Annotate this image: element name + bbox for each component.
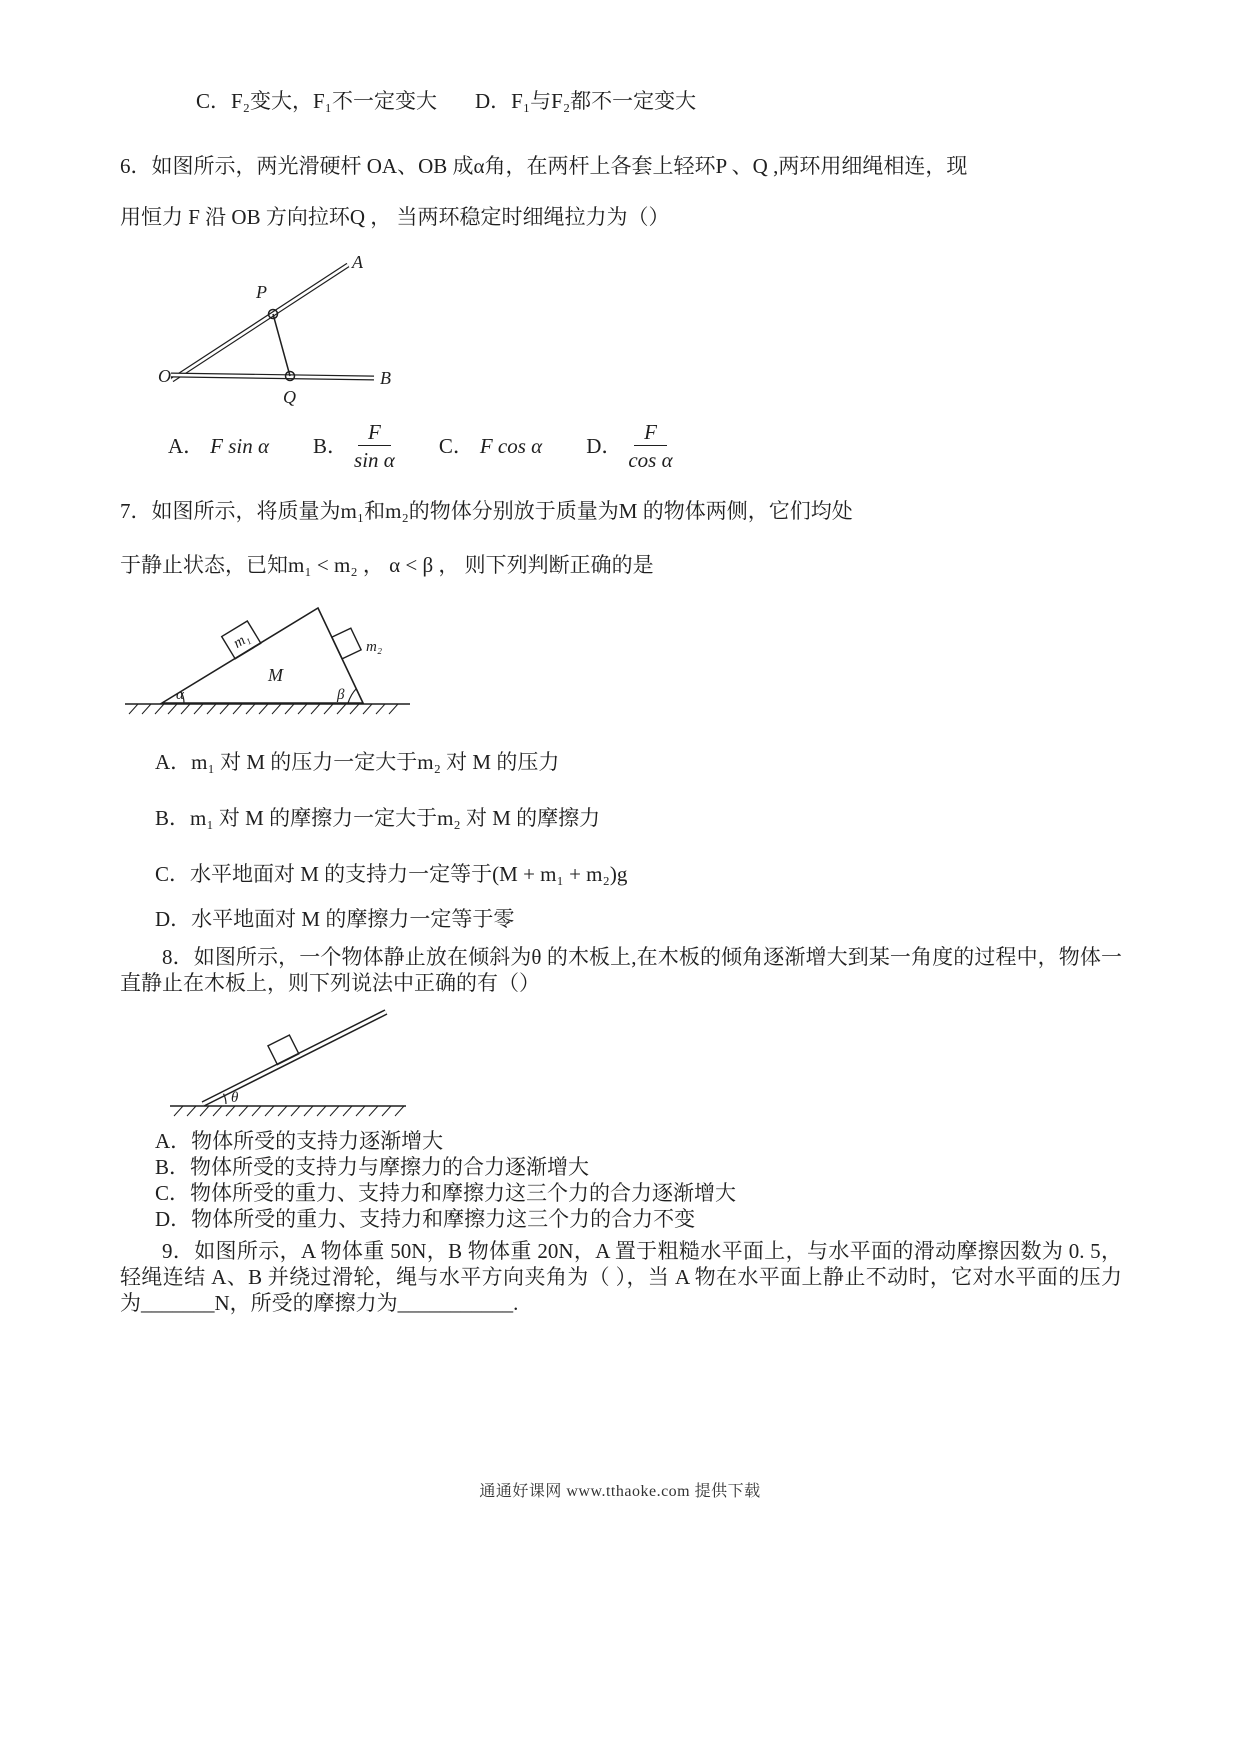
q6-options-row <box>168 420 1122 472</box>
ground-hatching <box>129 704 398 714</box>
q6-label-b: B <box>380 368 391 388</box>
string-pq <box>273 314 290 376</box>
q6-rods-figure <box>156 248 406 408</box>
q7-label-alpha: α <box>176 687 184 704</box>
q6-text-line1: 6．如图所示，两光滑硬杆 OA、OB 成α角，在两杆上各套上轻环P 、Q ,两环用细绳相连，现 <box>120 154 968 178</box>
ground-hatching <box>174 1106 404 1116</box>
q6-label-o: O <box>158 366 171 386</box>
q7-option-a: A．m₁ 对 M 的压力一定大于m₂ 对 M 的压力 <box>155 750 560 775</box>
q6-option-c-label: C． <box>438 434 474 459</box>
q6-label-a: A <box>352 252 363 272</box>
q6-option-c <box>439 433 542 459</box>
q6-option-d-numerator: F <box>634 420 667 446</box>
q6-diagram <box>156 248 1122 408</box>
q6-option-d-denominator: cos α <box>628 448 673 473</box>
q6-text-line2: 用恒力 F 沿 OB 方向拉环Q ， 当两环稳定时细绳拉力为（） <box>120 205 670 229</box>
q7-wedge-figure <box>120 598 420 723</box>
page-content <box>120 88 1122 1316</box>
q6-option-b-fraction <box>354 420 395 472</box>
q6-option-b-numerator: F <box>358 420 391 446</box>
q7-label-m1: m₁ <box>230 630 253 653</box>
q9-text: 9．如图所示，A 物体重 50N，B 物体重 20N，A 置于粗糙水平面上，与水平面的滑动摩擦因数为 0. 5，轻绳连结 A、B 并绕过滑轮，绳与水平方向夹角为（ ），当 A 物在水平面上静止不动时，它对水平面的压力为_______N，所受的摩擦力为___________. <box>120 1239 1122 1316</box>
q8-option-c: C．物体所受的重力、支持力和摩擦力这三个力的合力逐渐增大 <box>155 1181 737 1206</box>
wedge-m <box>162 608 363 703</box>
q7-option-c: C．水平地面对 M 的支持力一定等于(M + m₁ + m₂)g <box>155 862 628 887</box>
q7-text-line1: 7．如图所示，将质量为m₁和m₂的物体分别放于质量为M 的物体两侧，它们均处 <box>120 499 853 524</box>
q6-option-c-formula: F cos α <box>479 434 543 459</box>
block-m2 <box>332 628 361 659</box>
q6-label-q: Q <box>283 387 296 407</box>
q7-text-line2: 于静止状态，已知m₁ < m₂ ， α < β ， 则下列判断正确的是 <box>120 553 654 578</box>
beta-angle-arc <box>348 689 357 704</box>
q8-label-theta: θ <box>231 1090 239 1107</box>
q8-text: 8．如图所示，一个物体静止放在倾斜为θ 的木板上,在木板的倾角逐渐增大到某一角度的过程中，物体一直静止在木板上，则下列说法中正确的有（） <box>120 945 1122 996</box>
q7-label-M: M <box>268 665 283 686</box>
q8-diagram <box>158 1002 1122 1122</box>
q6-option-b-denominator: sin α <box>354 448 395 473</box>
q5-option-d: D．F₁与F₂都不一定变大 <box>475 89 697 113</box>
q6-option-a <box>168 433 269 459</box>
q6-option-b <box>313 420 395 472</box>
block-m1 <box>222 621 261 659</box>
block-m2-rect <box>332 628 361 659</box>
q6-option-d-label: D． <box>586 434 623 459</box>
q6-option-a-formula: F sin α <box>210 434 270 459</box>
q5-options-row <box>196 88 1122 114</box>
q8-option-a: A．物体所受的支持力逐渐增大 <box>155 1129 444 1154</box>
q6-option-a-label: A． <box>168 434 205 459</box>
q5-option-c: C．F₂变大，F₁不一定变大 <box>196 89 438 113</box>
q6-label-p: P <box>256 282 267 302</box>
q7-diagram <box>120 598 1122 723</box>
q7-option-b: B．m₁ 对 M 的摩擦力一定大于m₂ 对 M 的摩擦力 <box>155 806 601 831</box>
q8-option-d: D．物体所受的重力、支持力和摩擦力这三个力的合力不变 <box>155 1207 696 1232</box>
q7-label-beta: β <box>337 687 345 704</box>
q6-option-d-fraction <box>628 420 672 472</box>
q6-option-d <box>586 420 672 472</box>
q6-option-b-label: B． <box>313 434 349 459</box>
q7-option-d: D．水平地面对 M 的摩擦力一定等于零 <box>155 907 515 932</box>
q7-label-m2: m₂ <box>366 639 383 656</box>
page-footer: 通通好课网 www.tthaoke.com 提供下载 <box>479 1483 761 1500</box>
q8-incline-figure <box>158 1002 418 1122</box>
q8-option-b: B．物体所受的支持力与摩擦力的合力逐渐增大 <box>155 1155 590 1180</box>
